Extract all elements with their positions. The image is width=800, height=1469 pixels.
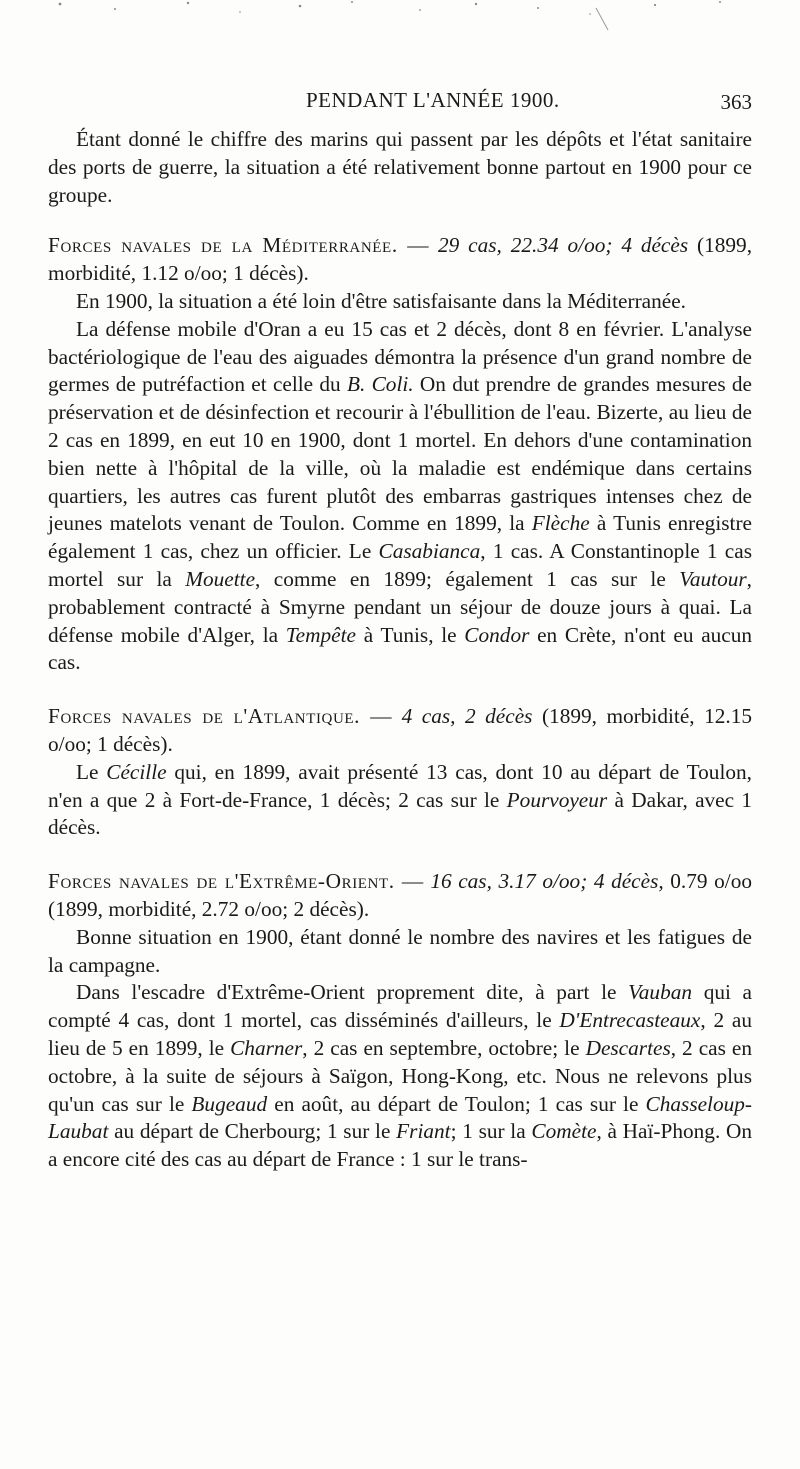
text-run: en Crète, n'ont eu aucun cas. [48, 622, 753, 675]
extreme-orient-paragraph-1: Bonne situation en 1900, étant donné le nombre des navires et les fatigues de la campagne. [48, 924, 752, 977]
mediterranee-paragraph-1: En 1900, la situation a été loin d'être satisfaisante dans la Méditerranée. [76, 288, 686, 313]
extreme-orient-paragraph-2 [48, 979, 752, 1174]
ship-name: Cécille [106, 759, 167, 784]
extreme-orient-heading-paragraph [48, 868, 752, 924]
running-title: PENDANT L'ANNÉE 1900. [306, 88, 560, 112]
body-text [48, 126, 752, 1174]
mediterranee-paragraph-2 [48, 316, 752, 677]
atlantique-heading-paragraph [48, 703, 752, 759]
atlantique-stats-tail: (1899, morbidité, 12.15 o/oo; 1 décès). [48, 704, 753, 756]
ship-name: Vauban [628, 980, 693, 1005]
text-run: , 1 cas. A Constantinople 1 cas mortel sur la [48, 539, 753, 591]
extreme-orient-stats-tail: 0.79 o/oo (1899, morbidité, 2.72 o/oo; 2 décès). [48, 869, 752, 921]
text-run: à Dakar, avec 1 décès. [48, 787, 753, 840]
mediterranee-stats: 29 cas, 22.34 o/oo; 4 décès [437, 233, 689, 258]
ship-name: Bugeaud [191, 1091, 268, 1116]
text-run: , 2 cas en octobre, à la suite de séjours à Saïgon, Hong-Kong, etc. Nous ne relevons plus qu'un cas sur le [48, 1035, 753, 1116]
text-run: Le [76, 759, 99, 784]
text-run: ; 1 sur la [450, 1119, 526, 1144]
print-specks [0, 0, 800, 60]
extreme-orient-stats: 16 cas, 3.17 o/oo; 4 décès, [430, 869, 664, 894]
atlantique-stats: 4 cas, 2 décès [401, 704, 533, 729]
page-number: 363 [720, 90, 752, 114]
text-run: à Tunis enregistre également 1 cas, chez un officier. Le [48, 511, 752, 564]
ship-name: Chasseloup-Laubat [48, 1091, 753, 1144]
ship-name: Flèche [531, 511, 590, 536]
ship-name: Descartes [585, 1035, 671, 1060]
mediterranee-stats-tail: (1899, morbidité, 1.12 o/oo; 1 décès). [48, 233, 753, 286]
ship-name: Casabianca [378, 539, 481, 564]
ship-name: Tempête [285, 622, 356, 647]
page-header [48, 88, 760, 118]
atlantique-paragraph-1 [48, 759, 752, 842]
text-run: , comme en 1899; également 1 cas sur le [255, 566, 666, 591]
text-run: On dut prendre de grandes mesures de préservation et de désinfection et recourir à l'ébullition de l'eau. Bizerte, au lieu de 2 cas en 1899, en eut 10 en 1900, dont 1 mortel. En dehors d'une contamination bien nette à l'hôpital de la ville, où la maladie est endémique dans certains quartiers, les autres cas furent plutôt des embarras gastriques intenses chez de jeunes matelots venant de Toulon. Comme en 1899, la [48, 372, 753, 536]
text-run: en août, au départ de Toulon; 1 cas sur le [274, 1091, 639, 1116]
text-run: La défense mobile d'Oran a eu 15 cas et 2 décès, dont 8 en février. L'analyse bactériologique de l'eau des aiguades démontra la présence d'un grand nombre de germes de putréfaction et celle du [48, 316, 752, 397]
text-run: , 2 au lieu de 5 en 1899, le [48, 1008, 752, 1060]
text-run: au départ de Cherbourg; 1 sur le [114, 1119, 391, 1144]
mediterranee-heading-paragraph [48, 232, 752, 288]
ship-name: Mouette [185, 566, 256, 591]
ship-name: Friant [396, 1119, 451, 1144]
text-run: à Tunis, le [363, 622, 457, 647]
text-run: Dans l'escadre d'Extrême-Orient proprement dite, à part le [76, 980, 617, 1005]
section-heading-atlantique: Forces navales de l'Atlantique. — [48, 704, 393, 729]
text-run: qui, en 1899, avait présenté 13 cas, dont 10 au départ de Toulon, n'en a que 2 à Fort-de-France, 1 décès; 2 cas sur le [48, 759, 752, 812]
section-heading-extreme-orient: Forces navales de l'Extrême-Orient. — [48, 869, 424, 894]
text-run: , à Haï-Phong. On a encore cité des cas au départ de France : 1 sur le trans- [48, 1119, 753, 1172]
ship-name: D'Entrecasteaux [559, 1008, 701, 1033]
text-run: qui a compté 4 cas, dont 1 mortel, cas disséminés d'ailleurs, le [48, 980, 753, 1033]
ship-name: Charner [230, 1035, 303, 1060]
intro-paragraph: Étant donné le chiffre des marins qui passent par les dépôts et l'état sanitaire des ports de guerre, la situation a été relativement bonne partout en 1900 pour ce groupe. [48, 127, 752, 207]
ship-name: Vautour [679, 566, 747, 591]
bacterium-name: B. Coli. [346, 372, 414, 397]
ship-name: Condor [464, 622, 530, 647]
ship-name: Comète [531, 1119, 597, 1144]
section-heading-mediterranee: Forces navales de la Méditerranée. — [48, 233, 430, 258]
text-run: , 2 cas en septembre, octobre; le [302, 1035, 580, 1060]
ship-name: Pourvoyeur [506, 787, 608, 812]
text-run: , probablement contracté à Smyrne pendant un séjour de douze jours à quai. La défense mobile d'Alger, la [48, 566, 752, 647]
